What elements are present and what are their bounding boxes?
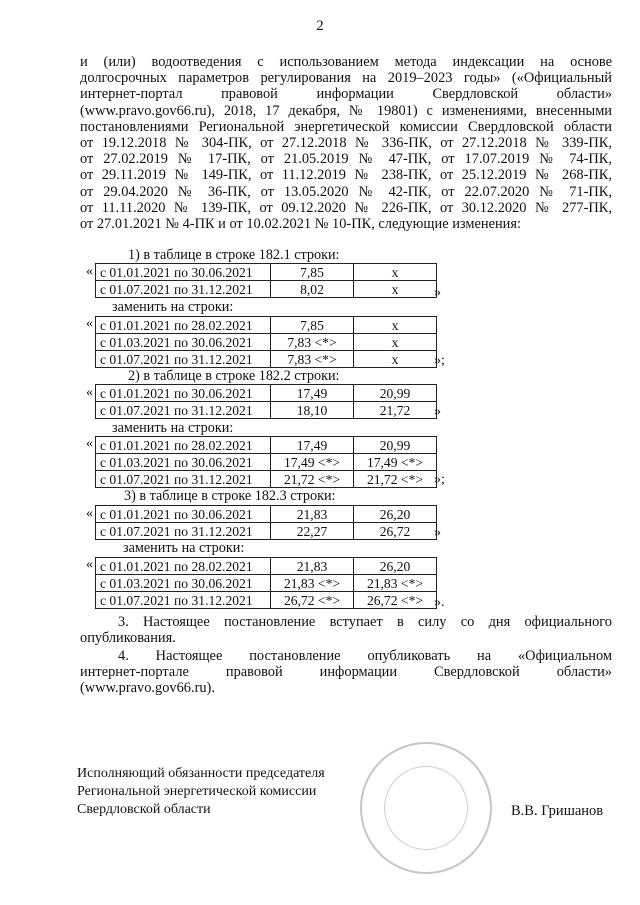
quote-open: « <box>86 316 93 331</box>
quote-open: « <box>86 506 93 521</box>
table-row <box>96 575 437 592</box>
quote-close: » <box>434 285 441 300</box>
period-cell: с 01.03.2021 по 30.06.2021 <box>96 454 271 471</box>
signer-title <box>77 765 325 819</box>
text-line: интернет-портал правовой информации Свердловской области» <box>80 86 612 103</box>
item-caption-2: 2) в таблице в строке 182.2 строки: <box>128 368 340 384</box>
signer-title-line: Свердловской области <box>77 802 211 817</box>
signer-title-line: Исполняющий обязанности председателя <box>77 766 325 781</box>
value-cell: 26,72 <*> <box>271 592 354 609</box>
period-cell: с 01.01.2021 по 30.06.2021 <box>96 385 271 402</box>
quote-close: »; <box>434 472 445 487</box>
table-row <box>96 264 437 281</box>
text-line: опубликования. <box>80 630 176 647</box>
intro-paragraph <box>80 54 612 232</box>
old-rows-table-1 <box>95 263 437 298</box>
new-rows-table-2 <box>95 436 437 488</box>
value-cell: 8,02 <box>271 281 354 298</box>
page-number: 2 <box>316 18 324 34</box>
table-row <box>96 506 437 523</box>
text-line: и (или) водоотведения с использованием метода индексации на основе <box>80 54 612 70</box>
table-row <box>96 471 437 488</box>
period-cell: с 01.07.2021 по 31.12.2021 <box>96 351 271 368</box>
table-row <box>96 334 437 351</box>
old-rows-table-3 <box>95 505 437 540</box>
paragraph-3 <box>80 614 612 646</box>
quote-close: ». <box>434 595 445 610</box>
table-row <box>96 402 437 419</box>
value-cell: 21,83 <box>271 506 354 523</box>
quote-open: « <box>86 264 93 279</box>
period-cell: с 01.01.2021 по 28.02.2021 <box>96 437 271 454</box>
text-line: от 29.04.2020 № 36-ПК, от 13.05.2020 № 42-ПК, от 22.07.2020 № 71-ПК, <box>80 183 612 200</box>
value-cell: 22,27 <box>271 523 354 540</box>
replace-caption-2: заменить на строки: <box>112 420 234 436</box>
table-row <box>96 523 437 540</box>
period-cell: с 01.07.2021 по 31.12.2021 <box>96 402 271 419</box>
value-cell: х <box>354 281 437 298</box>
value-cell: 17,49 <*> <box>271 454 354 471</box>
value-cell: 20,99 <box>354 385 437 402</box>
text-line: от 19.12.2018 № 304-ПК, от 27.12.2018 № 336-ПК, от 27.12.2018 № 339-ПК, <box>80 135 612 152</box>
value-cell: 7,85 <box>271 264 354 281</box>
value-cell: 17,49 <box>271 385 354 402</box>
value-cell: 7,83 <*> <box>271 334 354 351</box>
text-line: от 27.01.2021 № 4-ПК и от 10.02.2021 № 10-ПК, следующие изменения: <box>80 216 521 233</box>
quote-close: » <box>434 404 441 419</box>
period-cell: с 01.01.2021 по 30.06.2021 <box>96 506 271 523</box>
item-caption-1: 1) в таблице в строке 182.1 строки: <box>128 247 340 263</box>
value-cell: 7,85 <box>271 317 354 334</box>
table-row <box>96 592 437 609</box>
value-cell: 21,83 <*> <box>271 575 354 592</box>
period-cell: с 01.07.2021 по 31.12.2021 <box>96 523 271 540</box>
value-cell: 17,49 <box>271 437 354 454</box>
text-line: долгосрочных параметров регулирования на 2019–2023 годы» («Официальный <box>80 70 612 87</box>
text-line: (www.pravo.gov66.ru), 2018, 17 декабря, № 19801) с изменениями, внесенными <box>80 102 612 119</box>
period-cell: с 01.03.2021 по 30.06.2021 <box>96 334 271 351</box>
period-cell: с 01.01.2021 по 30.06.2021 <box>96 264 271 281</box>
text-line: от 27.02.2019 № 17-ПК, от 21.05.2019 № 47-ПК, от 17.07.2019 № 74-ПК, <box>80 151 612 168</box>
text-line: (www.pravo.gov66.ru). <box>80 680 215 697</box>
old-rows-table-2 <box>95 384 437 419</box>
official-seal <box>360 742 492 874</box>
value-cell: 21,83 <box>271 558 354 575</box>
text-line: постановлениями Региональной энергетической комиссии Свердловской области <box>80 118 612 135</box>
value-cell: 21,72 <*> <box>271 471 354 488</box>
period-cell: с 01.07.2021 по 31.12.2021 <box>96 592 271 609</box>
value-cell: 26,20 <box>354 558 437 575</box>
table-row <box>96 454 437 471</box>
value-cell: 18,10 <box>271 402 354 419</box>
replace-caption-1: заменить на строки: <box>112 299 234 315</box>
new-rows-table-3 <box>95 557 437 609</box>
table-row <box>96 281 437 298</box>
table-row <box>96 437 437 454</box>
text-line: 3. Настоящее постановление вступает в силу со дня официального <box>118 614 612 630</box>
value-cell: х <box>354 317 437 334</box>
signer-name: В.В. Гришанов <box>511 803 604 819</box>
table-row <box>96 317 437 334</box>
value-cell: 21,83 <*> <box>354 575 437 592</box>
period-cell: с 01.01.2021 по 28.02.2021 <box>96 558 271 575</box>
period-cell: с 01.07.2021 по 31.12.2021 <box>96 471 271 488</box>
value-cell: 26,72 <box>354 523 437 540</box>
text-line: интернет-портале правовой информации Свердловской области» <box>80 664 612 681</box>
value-cell: 26,20 <box>354 506 437 523</box>
text-line: от 11.11.2020 № 139-ПК, от 09.12.2020 № 226-ПК, от 30.12.2020 № 277-ПК, <box>80 199 612 216</box>
quote-close: » <box>434 525 441 540</box>
table-row <box>96 558 437 575</box>
value-cell: 17,49 <*> <box>354 454 437 471</box>
table-row <box>96 385 437 402</box>
replace-caption-3: заменить на строки: <box>123 540 245 556</box>
quote-open: « <box>86 436 93 451</box>
value-cell: х <box>354 264 437 281</box>
period-cell: с 01.07.2021 по 31.12.2021 <box>96 281 271 298</box>
seal-inner-ring <box>384 766 468 850</box>
new-rows-table-1 <box>95 316 437 368</box>
quote-open: « <box>86 557 93 572</box>
period-cell: с 01.01.2021 по 28.02.2021 <box>96 317 271 334</box>
signer-title-line: Региональной энергетической комиссии <box>77 784 317 799</box>
item-caption-3: 3) в таблице в строке 182.3 строки: <box>124 488 336 504</box>
value-cell: 7,83 <*> <box>271 351 354 368</box>
table-row <box>96 351 437 368</box>
quote-close: »; <box>434 353 445 368</box>
value-cell: 21,72 <box>354 402 437 419</box>
text-line: от 29.11.2019 № 149-ПК, от 11.12.2019 № 238-ПК, от 25.12.2019 № 268-ПК, <box>80 167 612 184</box>
text-line: 4. Настоящее постановление опубликовать на «Официальном <box>118 648 612 664</box>
value-cell: 20,99 <box>354 437 437 454</box>
value-cell: 26,72 <*> <box>354 592 437 609</box>
period-cell: с 01.03.2021 по 30.06.2021 <box>96 575 271 592</box>
value-cell: 21,72 <*> <box>354 471 437 488</box>
value-cell: х <box>354 351 437 368</box>
value-cell: х <box>354 334 437 351</box>
paragraph-4 <box>80 648 612 697</box>
quote-open: « <box>86 385 93 400</box>
